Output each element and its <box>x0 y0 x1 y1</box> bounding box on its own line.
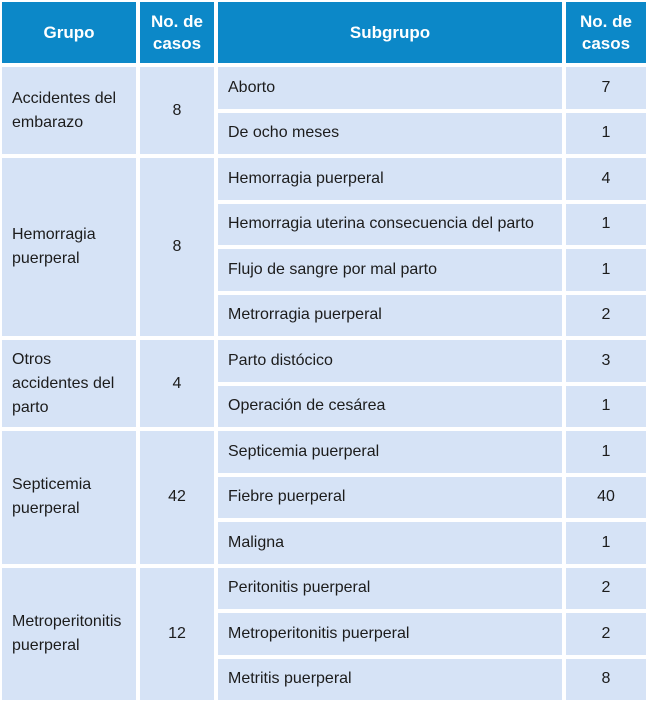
group-cases <box>140 431 214 564</box>
header-casos <box>140 2 214 63</box>
subgroup-cases-text: 3 <box>601 351 611 369</box>
subgroup-cases <box>566 659 646 701</box>
subgroup-name-text: Metroperitonitis puerperal <box>228 624 410 642</box>
subgroup-name-text: Fiebre puerperal <box>228 488 346 506</box>
subgroup-name <box>218 431 562 473</box>
subgroup-cases <box>566 113 646 155</box>
group-cases <box>140 568 214 701</box>
subgroup-cases <box>566 522 646 564</box>
group-name-text: Hemorragia puerperal <box>12 226 96 267</box>
subgroup-cases-text: 1 <box>601 442 611 460</box>
subgroup-cases <box>566 340 646 382</box>
subgroup-name <box>218 386 562 428</box>
subgroup-name-text: Maligna <box>228 533 285 551</box>
subgroup-name-text: De ocho meses <box>228 124 340 142</box>
subgroup-cases <box>566 158 646 200</box>
subgroup-name-text: Hemorragia puerperal <box>228 169 384 187</box>
subgroup-name <box>218 340 562 382</box>
header-subgrupo-text: Subgrupo <box>349 22 431 42</box>
subgroup-name <box>218 113 562 155</box>
group-name <box>2 158 136 336</box>
subgroup-name-text: Parto distócico <box>228 351 333 369</box>
subgroup-name <box>218 295 562 337</box>
group-cases-text: 12 <box>168 624 186 642</box>
group-name-text: Metroperitonitis puerperal <box>12 612 122 654</box>
subgroup-name <box>218 613 562 655</box>
subgroup-name <box>218 477 562 519</box>
subgroup-cases <box>566 295 646 337</box>
subgroup-name-text: Metrorragia puerperal <box>228 306 382 324</box>
subgroup-name-text: Aborto <box>228 78 276 96</box>
group-cases-text: 4 <box>172 374 182 392</box>
subgroup-cases <box>566 477 646 519</box>
group-cases <box>140 158 214 336</box>
subgroup-cases <box>566 568 646 610</box>
subgroup-name-text: Flujo de sangre por mal parto <box>228 260 437 278</box>
subgroup-cases <box>566 431 646 473</box>
subgroup-name <box>218 204 562 246</box>
subgroup-cases-text: 1 <box>601 397 611 415</box>
subgroup-name <box>218 249 562 291</box>
subgroup-name <box>218 659 562 701</box>
subgroup-cases <box>566 67 646 109</box>
group-cases <box>140 340 214 427</box>
header-casos-text: No. de casos <box>151 11 203 53</box>
subgroup-name <box>218 568 562 610</box>
subgroup-cases-text: 1 <box>601 124 611 142</box>
header-sub-casos <box>566 2 646 63</box>
header-grupo <box>2 2 136 63</box>
group-cases-text: 8 <box>172 238 182 255</box>
subgroup-cases-text: 2 <box>601 306 611 324</box>
subgroup-cases-text: 8 <box>601 670 611 688</box>
group-cases <box>140 67 214 154</box>
subgroup-cases <box>566 613 646 655</box>
group-name-text: Septicemia puerperal <box>12 476 92 518</box>
group-name <box>2 568 136 701</box>
group-cases-text: 42 <box>168 488 186 506</box>
group-name-text: Otros accidentes del parto <box>12 350 115 416</box>
subgroup-name-text: Septicemia puerperal <box>228 442 380 460</box>
group-name <box>2 340 136 427</box>
subgroup-name <box>218 67 562 109</box>
subgroup-cases-text: 1 <box>601 533 611 551</box>
subgroup-cases <box>566 204 646 246</box>
subgroup-name <box>218 158 562 200</box>
subgroup-cases-text: 2 <box>601 579 611 597</box>
header-grupo-text: Grupo <box>43 22 95 42</box>
subgroup-cases <box>566 249 646 291</box>
subgroup-name-text: Metritis puerperal <box>228 670 352 688</box>
subgroup-cases-text: 1 <box>601 215 611 233</box>
subgroup-name <box>218 522 562 564</box>
group-name-text: Accidentes del embarazo <box>12 89 117 131</box>
subgroup-cases-text: 40 <box>597 488 615 506</box>
subgroup-cases-text: 7 <box>601 78 611 96</box>
subgroup-name-text: Operación de cesárea <box>228 397 386 415</box>
subgroup-cases-text: 4 <box>601 169 611 187</box>
subgroup-name-text: Hemorragia uterina consecuencia del parto <box>228 215 534 233</box>
group-name <box>2 67 136 154</box>
header-sub-casos-text: No. de casos <box>580 11 632 53</box>
subgroup-name-text: Peritonitis puerperal <box>228 579 371 597</box>
group-cases-text: 8 <box>172 101 182 119</box>
subgroup-cases <box>566 386 646 428</box>
subgroup-cases-text: 2 <box>601 624 611 642</box>
header-subgrupo <box>218 2 562 63</box>
group-name <box>2 431 136 564</box>
subgroup-cases-text: 1 <box>601 260 611 278</box>
